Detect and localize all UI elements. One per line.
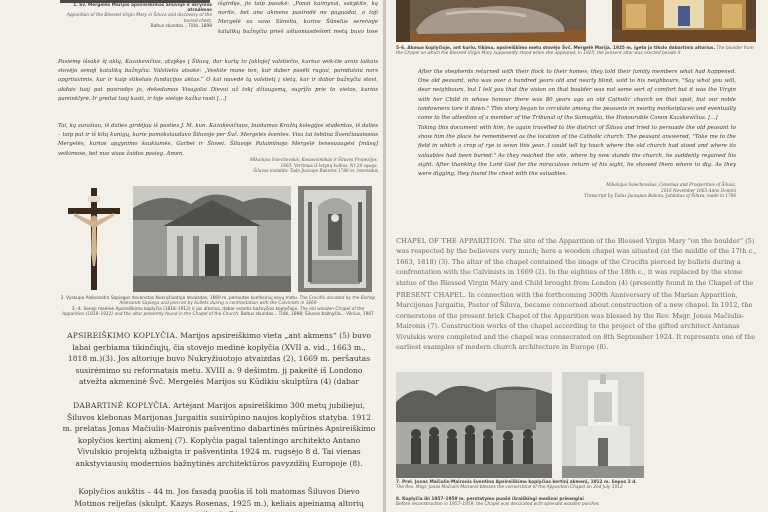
wooden-chapel-photo (133, 186, 291, 292)
left-main-italic-2: Tai, ką surašiau, iš dalies girdėjau iš pasties J. M. kun. Kazakevičiaus, buidamas Kražių kolegijos studentas, iš dalies – taip pat ir iš kitų kunigų, kurie pamokslaudavo Šiluvoje per Švč. Mergelės šventes. Visa tai tebūna Švenčiausiosios Mergelės, kurios apgynimo šaukiamės, Garbei ir Šlovei. Šiluvoje Palaiminojo Mergelė tenesuaugėsi [mūsų] veikimose, bet nuo visos žaidos pasieg. Amen. (58, 123, 378, 157)
left-top-right-text: išgirdęs, jis taip pasakė: „Ponai kaimynai, sakykite, ką norite, bet ana akmens pasirodė ne paguodai, o toji Mergelė su savo Sūneliu, kurios Šūnelus sereivoje katalikų bažnyčia prieš aštuoniasdešimt metų buvo tose (218, 1, 378, 34)
left-main-italic: Pasiemę išsakė šį aktą, Kazakevičius, atvykęs į Šiluvą, dar kartą to [aklojo] valstiečio, kuriuo veik-tie arais laikais stovėjo senoji katalikų bažnyčia. Valstietis atsakė: „Veskite mane ten, kur daber pasėti rugiai, paroduisiu nors apgriiuvimis, kur ir kaip stikelais fundacijos aktas.“ O kai nuvedė tą valstietį į vietą, kur ir dabar bažnyčia stovi, akdais tuoj pat pasirodęs jo, dekedamas Visagalai Dievui už tokį džiaugsmą, sugrįžo prie to vietos, kurios paminklyrė. Ir greitai tuoj kasti, ir toje vietoje kažka rasti [...] (58, 59, 378, 102)
right-page (386, 0, 768, 512)
altar-photo (298, 186, 372, 292)
right-quote-1: After the shepherds returned with their flock to their homes, they told their family members what had happened. One old peasant, who was over a hundred years old and nearly blind, said to his neighbours, "Say what you will, dear neighbours, but I tell you that the vision on that boulder was not some sort of comfort but it was the Virgin with her Child in whose honour there was 80 years ago an old Catholic church on that spot, but our noble landowners tore it down." This story began to circulate among the peasants in nearby marketplaces and eventually came to the attention of a member of the Tribunal of the Samogitia, the Honourable Canon Kazakevičius. [...] (418, 69, 736, 122)
caption-7: 7. Prel. Jonas Mačiulis-Maironis šventina Apsireiškimo koplyčios kertinį akmenį, 1912 m. liepos 2 d. The Rev. Msgr. Jonas Mačiulis-Maironis blesses the cornerstone of the Apparition Chapel on 2nd July 1912 (396, 480, 637, 491)
right-paragraph-present-chapel: PRESENT CHAPEL. In connection with the forthcoming 300th Anniversary of the Marian Apparition, Marcijonas Jurgaitis, Pastor of Šiluva, became concerned about construction of a new chapel. In 1912, the cornerstone of the present brick Chapel of the Apparition was blessed by the Rev. Msgr. Jonas Mačiulis-Maironis (7). Construction works of the chapel according to the project of the gifted architect Antanas Vivulskis were completed and the chapel was consecrated on 8th September 1924. It represents one of the earliest examples of modern church architecture in Europe (8). (396, 291, 756, 352)
left-paragraph-apparition-chapel: APSIREIŠKIMO KOPLYČIA. Marijos apsireiškimo vieta „ant akmens“ (5) buvo labai gerbiama tikinčiųjų, čia stovėjo medinė koplyčia (XVII a. vid., 1663 m., 1818 m.)(3). Jos altoriuje buvo Nukryžiuotojo atvaizdas (2), 1669 m. peršautas susirėmimo su reformatais metu. XVIII a. 9 dešimtm. jį pakeitė iš Londono atvežta akmeninė Švč. Mergelės Marijos su Kūdikiu skulptūra (4) (dabar (67, 331, 371, 387)
caption-5-6: 5–6. Akmuo koplyčioje, ant kurio, tikima, apsireiškimo metu stovėjo Švč. Mergelė Marija. 1925 m. įgeta jo tikslo dabartinis altorius. The boulder from the Chapel on which the Blessed Virgin Mary supposedly stood when she appeared. In 1925, the present altar was erected beside it (396, 46, 754, 57)
left-paragraph-present-chapel: DABARTINĖ KOPLYČIA. Artėjant Marijos apsireiškimo 300 metų jubiliejui, Šiluvos klebonas Marijonas Jurgaitis susirūpino naujos koplyčios statyba. 1912 m. prelatas Jonas Mačiulis-Maironis pašventino dabartinės mūrinės Apsireiškimo koplyčios kertinį akmenį (7). Koplyčia pagal talentingo architekto Antano Vivulskio projektą užbaigta ir pašventinta 1924 m. rugsėjo 8 d. Tai vienas ankstyviausių modernios bažnytinės architektūros pavyzdžių Europoje (8). (62, 401, 376, 468)
crucifix-image (66, 186, 122, 292)
caption-3-4: 3.–4. Senoji medinė Apsireiškimo koplyčia (1818–1912) ir jos altorius, dabar esantis bažnyčios koplyčioje. The old wooden Chapel of the Apparition (1818–1912) and the altar presently found in the Chapel of the Church. Baltus skundas... Tilžė, 1898; Šiluvos bažnyčia... Vilnius, 1907 (62, 307, 374, 318)
boulder-photo (396, 0, 586, 42)
crucifix-icon (66, 186, 122, 292)
right-quote-2: Taking this document with him, he again travelled to the district of Šiluva and tried to persuade the old peasant to show him the place he remembered as the location of the Catholic church. The peasant answered, "Take me to the field in which a crop of rye is sown this year. I could tell by touch where the old church had stood and where its valuables had been buried." As they reached the site, where by now stands the church, he suddenly regained his sight. After thanking the Lord God for the miraculous return of his sight, he showed them where to dig. As they were digging, they found the chest with the valuables. (418, 125, 736, 178)
cornerstone-blessing-photo (396, 372, 552, 478)
left-source: Mikalojus Sviechovskis, Kosuwnimikas ir Šiluvos Propezijos, 1663. Vertimas iš lotynų kalbos. Nr 20 sąsaja. Šiluvos inolatdo: Tado Juozapo Bukotos 1786 m. rosonsdas (249, 157, 378, 174)
chapel-building-photo (562, 372, 644, 478)
caption-2: 2. Vyskupo Aleksandro Sapiegos dovanotas Nukryžiuotojo atvaizdas, 1669 m. perlautas konfesinių kovų metu. The Crucifix donated by the Bishop Aleksandr Sapiega and pierced by bullets during a confrontation with the Calvinists in 1669 (60, 296, 376, 307)
left-page (0, 0, 383, 512)
caption-8: 8. Koplyčia iki 1957–1959 m. perstatymo puošė išraiškingi medinai prieangiai Before reconstruction in 1957–1959, the Chapel was decorated with splendid wooden porches (396, 497, 600, 508)
right-paragraph-apparition-chapel: CHAPEL OF THE APPARITION. The site of the Apparition of the Blessed Virgin Mary "on the boulder" (5) was respected by the believers very much; here a wooden chapel was situated (at the middle of the 17th c., 1663, 1818) (3). The altar of the chapel contained the image of the Crucifix pierced by bullets during a confrontation with the Calvinists in 1669 (2). In the eighties of the 18th c., it was replaced by the stone statue of the Blessed Virgin Mary and Child brought from London (4) (presently found in the Chapel of the (396, 237, 757, 287)
right-quote-source: Mikalojus Sviechovskas, Cenemas and Prosperities of Šiluva, 2016 November 1663 Anno Domini Transcript by Tadas Juozapas Bukota, Jubilatus of Šiluva, made in 1786 (584, 182, 736, 199)
chapel-altar-photo (612, 0, 756, 42)
left-paragraph-height: Koplyčios aukštis – 44 m. Jos fasadą puošia iš toli matomas Šiluvos Dievo Motinos reljefas (skulpt. Kazys Rosenas, 1925 m.), keliais apeinamą altorių (74, 487, 364, 508)
caption-1: 1. Šv. Mergelės Marijos apsireiškimas Šiluvoje ir skrynios atradimas Apparition of the Blessed Virgin Mary in Šiluva and discovery of the buried chest. Baltus skundas... Tilžė, 1898 (66, 3, 212, 29)
